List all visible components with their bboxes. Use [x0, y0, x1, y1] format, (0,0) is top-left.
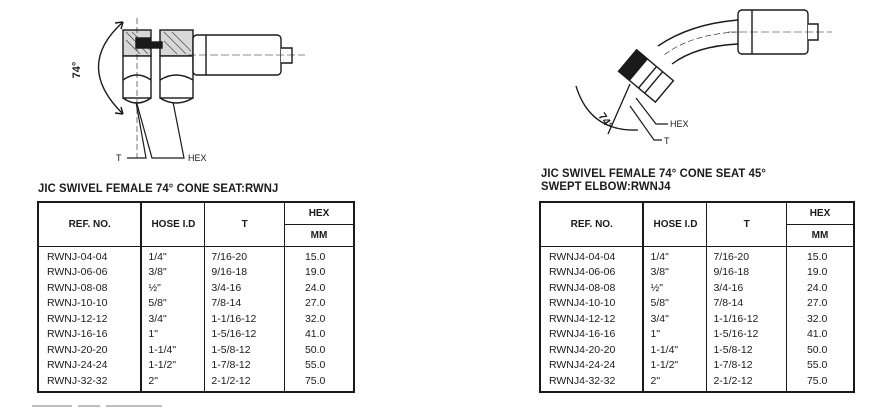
rwnj-title: JIC SWIVEL FEMALE 74° CONE SEAT:RWNJ — [38, 183, 279, 195]
hose-id-cell: 1-1/2" — [643, 358, 706, 374]
rwnj4-title-line2: SWEPT ELBOW:RWNJ4 — [541, 181, 671, 193]
hose-id-cell: 1/4" — [643, 246, 706, 265]
hex-mm-cell: 41.0 — [786, 327, 854, 343]
table-row — [38, 358, 354, 374]
hex-mm-cell: 24.0 — [284, 281, 354, 297]
thread-header: T — [707, 202, 786, 246]
ref-no-cell: RWNJ4-12-12 — [540, 312, 643, 328]
thread-cell: 1-1/16-12 — [707, 312, 786, 328]
hex-mm-cell: 24.0 — [786, 281, 854, 297]
hose-id-header: HOSE I.D — [643, 202, 706, 246]
mm-header: MM — [786, 224, 854, 246]
hex-mm-cell: 50.0 — [284, 343, 354, 359]
hex-mm-cell: 19.0 — [284, 265, 354, 281]
rwnj4-title-line1: JIC SWIVEL FEMALE 74° CONE SEAT 45° — [541, 168, 766, 180]
hex-mm-cell: 75.0 — [786, 374, 854, 393]
elbow-body — [619, 10, 832, 102]
ref-no-cell: RWNJ4-06-06 — [540, 265, 643, 281]
thread-cell: 1-7/8-12 — [707, 358, 786, 374]
hose-id-cell: 1/4" — [141, 246, 205, 265]
thread-cell: 1-5/8-12 — [205, 343, 285, 359]
hose-id-cell: 1-1/4" — [643, 343, 706, 359]
ref-no-cell: RWNJ4-08-08 — [540, 281, 643, 297]
hose-id-cell: 1" — [141, 327, 205, 343]
table-row — [540, 343, 854, 359]
hex-mm-cell: 15.0 — [284, 246, 354, 265]
ref-no-header: REF. NO. — [38, 202, 141, 246]
leader-lines — [630, 98, 668, 140]
table-row — [540, 296, 854, 312]
hex-mm-cell: 19.0 — [786, 265, 854, 281]
hex-header: HEX — [786, 202, 854, 224]
hex-mm-cell: 55.0 — [786, 358, 854, 374]
table-row — [38, 312, 354, 328]
hex-mm-cell: 27.0 — [786, 296, 854, 312]
angle-label: 74° — [71, 61, 83, 79]
thread-cell: 9/16-18 — [707, 265, 786, 281]
table-row — [38, 343, 354, 359]
hex-mm-cell: 32.0 — [284, 312, 354, 328]
hose-id-cell: 2" — [141, 374, 205, 393]
t-callout: T — [664, 136, 670, 146]
rwnj4-spec-table — [539, 201, 855, 393]
hex-mm-cell: 55.0 — [284, 358, 354, 374]
table-row — [540, 312, 854, 328]
rwnj-fitting-drawing — [60, 8, 310, 176]
angle-label: 74° — [595, 110, 615, 132]
hose-id-cell: ½" — [141, 281, 205, 297]
rwnj4-table-body — [540, 246, 854, 392]
hose-id-cell: 3/4" — [141, 312, 205, 328]
thread-cell: 9/16-18 — [205, 265, 285, 281]
table-row — [540, 265, 854, 281]
table-row — [38, 246, 354, 265]
ref-no-cell: RWNJ4-32-32 — [540, 374, 643, 393]
thread-cell: 1-5/16-12 — [707, 327, 786, 343]
ref-no-cell: RWNJ-10-10 — [38, 296, 141, 312]
ref-no-cell: RWNJ4-24-24 — [540, 358, 643, 374]
rwnj-table-body — [38, 246, 354, 392]
hose-id-cell: 3/8" — [141, 265, 205, 281]
thread-cell: 3/4-16 — [707, 281, 786, 297]
hex-mm-cell: 27.0 — [284, 296, 354, 312]
hose-id-cell: 5/8" — [141, 296, 205, 312]
rwnj4-fitting-drawing — [560, 6, 860, 156]
table-row — [38, 374, 354, 393]
hose-id-cell: 1" — [643, 327, 706, 343]
ref-no-cell: RWNJ-06-06 — [38, 265, 141, 281]
thread-cell: 1-5/16-12 — [205, 327, 285, 343]
thread-cell: 1-5/8-12 — [707, 343, 786, 359]
thread-cell: 7/16-20 — [205, 246, 285, 265]
table-row — [38, 265, 354, 281]
rwnj4-title — [541, 168, 766, 194]
table-row — [540, 327, 854, 343]
hex-mm-cell: 75.0 — [284, 374, 354, 393]
table-row — [540, 358, 854, 374]
hex-mm-cell: 32.0 — [786, 312, 854, 328]
table-row — [540, 281, 854, 297]
thread-cell: 1-1/16-12 — [205, 312, 285, 328]
fitting-body — [123, 18, 305, 158]
ref-no-cell: RWNJ-32-32 — [38, 374, 141, 393]
ref-no-cell: RWNJ4-20-20 — [540, 343, 643, 359]
rwnj-spec-table — [37, 201, 355, 393]
thread-cell: 7/8-14 — [205, 296, 285, 312]
hose-id-cell: 3/4" — [643, 312, 706, 328]
thread-cell: 2-1/2-12 — [707, 374, 786, 393]
hose-id-cell: 3/8" — [643, 265, 706, 281]
hex-mm-cell: 50.0 — [786, 343, 854, 359]
ref-no-cell: RWNJ-08-08 — [38, 281, 141, 297]
hose-id-cell: 2" — [643, 374, 706, 393]
ref-no-cell: RWNJ4-10-10 — [540, 296, 643, 312]
angle-dimension — [99, 22, 124, 114]
hex-callout: HEX — [188, 153, 207, 163]
table-row — [38, 296, 354, 312]
ref-no-cell: RWNJ-12-12 — [38, 312, 141, 328]
leader-lines — [127, 102, 184, 158]
mm-header: MM — [284, 224, 354, 246]
hose-id-cell: 1-1/2" — [141, 358, 205, 374]
thread-cell: 1-7/8-12 — [205, 358, 285, 374]
t-callout: T — [116, 153, 122, 163]
hex-header: HEX — [284, 202, 354, 224]
ref-no-cell: RWNJ-24-24 — [38, 358, 141, 374]
cropped-footer-line — [32, 397, 212, 403]
thread-cell: 7/16-20 — [707, 246, 786, 265]
table-row — [38, 281, 354, 297]
hose-id-header: HOSE I.D — [141, 202, 205, 246]
thread-cell: 2-1/2-12 — [205, 374, 285, 393]
hose-id-cell: 1-1/4" — [141, 343, 205, 359]
ref-no-cell: RWNJ-16-16 — [38, 327, 141, 343]
ref-no-cell: RWNJ4-04-04 — [540, 246, 643, 265]
hex-callout: HEX — [670, 119, 689, 129]
ref-no-cell: RWNJ-04-04 — [38, 246, 141, 265]
ref-no-cell: RWNJ4-16-16 — [540, 327, 643, 343]
table-row — [540, 374, 854, 393]
hex-mm-cell: 41.0 — [284, 327, 354, 343]
hose-id-cell: ½" — [643, 281, 706, 297]
ref-no-cell: RWNJ-20-20 — [38, 343, 141, 359]
ref-no-header: REF. NO. — [540, 202, 643, 246]
hose-id-cell: 5/8" — [643, 296, 706, 312]
table-row — [38, 327, 354, 343]
thread-header: T — [205, 202, 285, 246]
thread-cell: 7/8-14 — [707, 296, 786, 312]
hex-mm-cell: 15.0 — [786, 246, 854, 265]
thread-cell: 3/4-16 — [205, 281, 285, 297]
table-row — [540, 246, 854, 265]
